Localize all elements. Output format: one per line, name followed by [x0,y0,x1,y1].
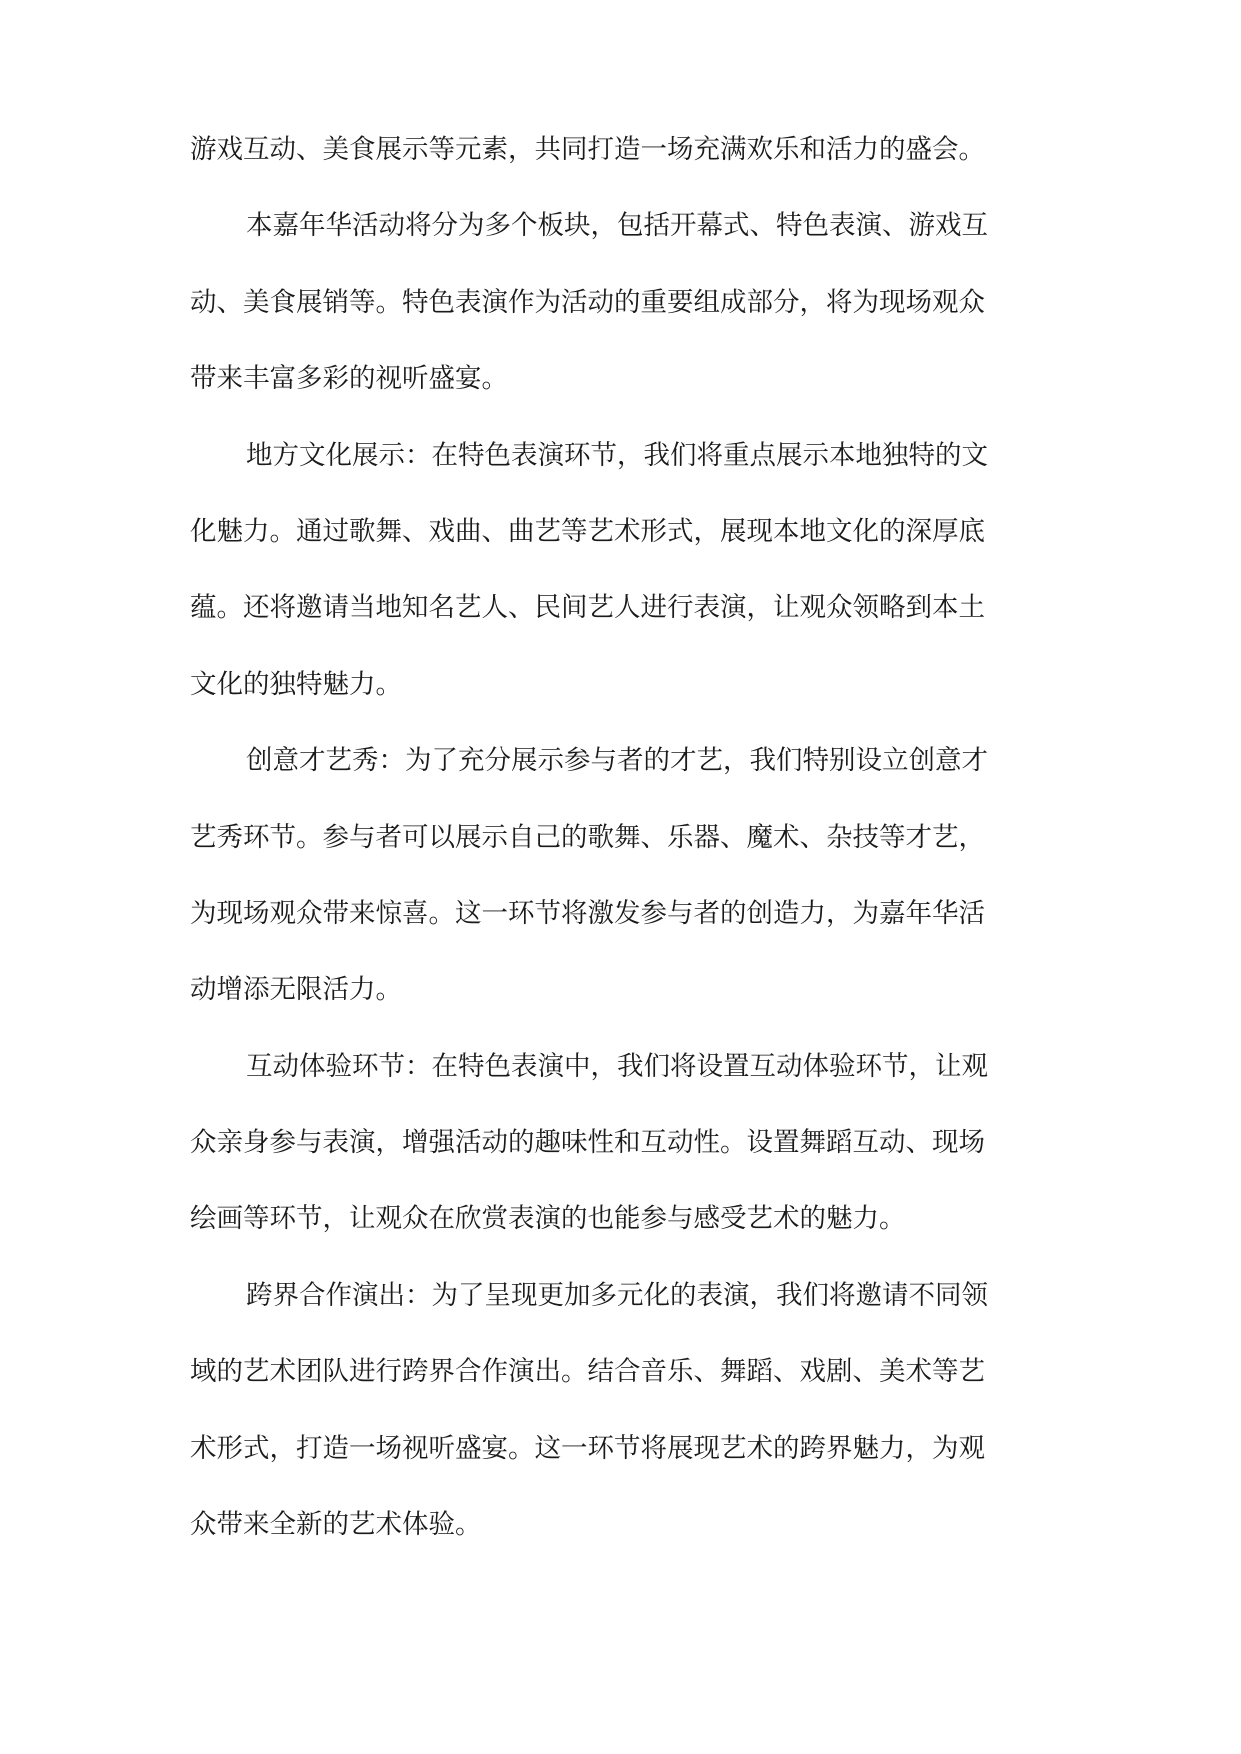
text-line: 艺秀环节。参与者可以展示自己的歌舞、乐器、魔术、杂技等才艺， [190,821,985,853]
text-line: 众亲身参与表演，增强活动的趣味性和互动性。设置舞蹈互动、现场 [190,1127,985,1159]
text-line: 众带来全新的艺术体验。 [190,1509,482,1541]
text-line: 绘画等环节，让观众在欣赏表演的也能参与感受艺术的魅力。 [190,1203,906,1235]
text-line: 跨界合作演出：为了呈现更加多元化的表演，我们将邀请不同领 [246,1279,988,1311]
text-line: 动、美食展销等。特色表演作为活动的重要组成部分，将为现场观众 [190,286,985,318]
text-line: 本嘉年华活动将分为多个板块，包括开幕式、特色表演、游戏互 [246,210,988,242]
text-line: 带来丰富多彩的视听盛宴。 [190,363,508,395]
text-line: 文化的独特魅力。 [190,668,402,700]
text-line: 创意才艺秀：为了充分展示参与者的才艺，我们特别设立创意才 [246,745,988,777]
text-line: 互动体验环节：在特色表演中，我们将设置互动体验环节，让观 [246,1050,988,1082]
text-line: 动增添无限活力。 [190,974,402,1006]
text-line: 化魅力。通过歌舞、戏曲、曲艺等艺术形式，展现本地文化的深厚底 [190,515,985,547]
text-line: 为现场观众带来惊喜。这一环节将激发参与者的创造力，为嘉年华活 [190,897,985,929]
text-line: 游戏互动、美食展示等元素，共同打造一场充满欢乐和活力的盛会。 [190,134,985,165]
text-line: 术形式，打造一场视听盛宴。这一环节将展现艺术的跨界魅力，为观 [190,1432,985,1464]
text-line: 地方文化展示：在特色表演环节，我们将重点展示本地独特的文 [246,439,988,471]
text-line: 域的艺术团队进行跨界合作演出。结合音乐、舞蹈、戏剧、美术等艺 [190,1356,985,1388]
text-line: 蕴。还将邀请当地知名艺人、民间艺人进行表演，让观众领略到本土 [190,592,985,624]
document-page [190,120,1060,1571]
